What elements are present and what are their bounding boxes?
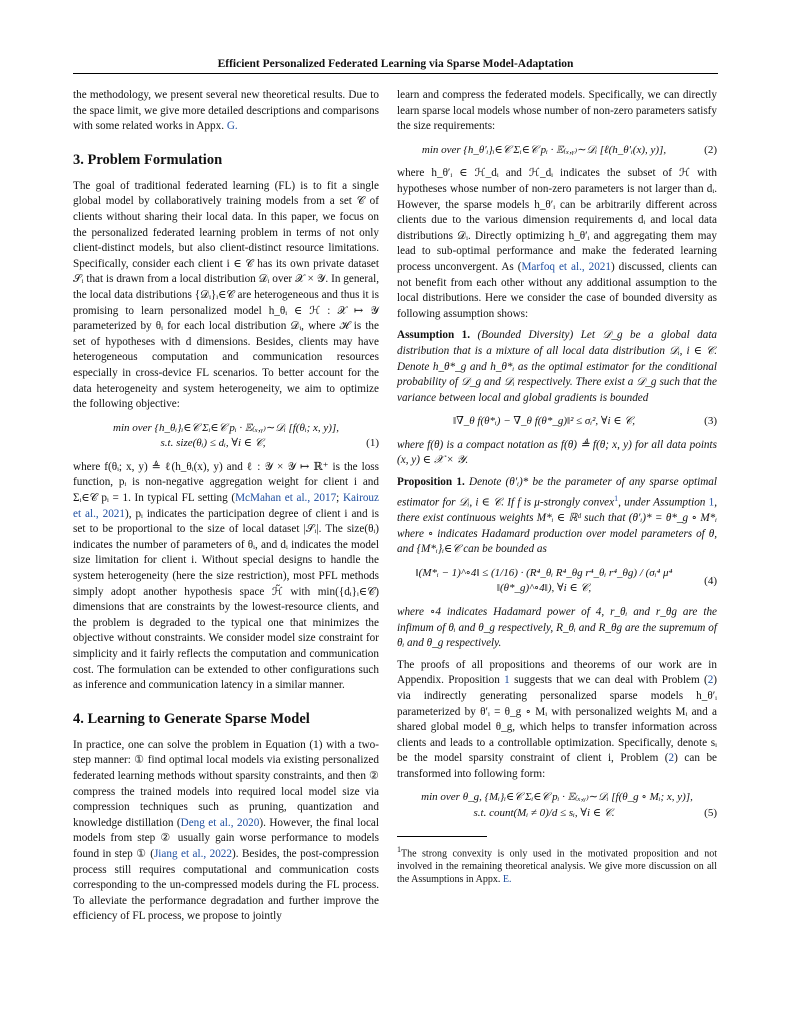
- right-column: [397, 88, 717, 886]
- cite-kairouz[interactable]: Kairouz et al., 2021: [73, 492, 379, 520]
- p3-text-b: suggests that we can deal with Problem (: [514, 674, 708, 687]
- prop-body-a: Denote (θ′ᵢ)* be the parameter of any sparse optimal estimator for 𝒟ᵢ, i ∈ 𝒞. If f is μ-strongly convex: [397, 476, 717, 509]
- eq5-line1: min over θ_g, {Mᵢ}ᵢ∈𝒞 Σᵢ∈𝒞 pᵢ · 𝔼₍ₓ,ᵧ₎∼𝒟ᵢ [f(θ_g ∘ Mᵢ; x, y)],: [421, 791, 693, 804]
- right-paragraph-3: [397, 658, 717, 783]
- left-column: [73, 88, 379, 925]
- section-4-heading: 4. Learning to Generate Sparse Model: [73, 710, 310, 727]
- after-eq1-text-b: ), pᵢ indicates the participation degree of client i and is set to be proportional to the size of local dataset |𝒮ᵢ|. The size(θᵢ) indicates the number of parameters of θᵢ, and dᵢ indicates the model size limitation for client i. Without special designs to handle the system heterogeneity (here the size restriction), most PFL methods simply adopt another hypothesis space ℋ̃ with min({dᵢ}ᵢ∈𝒞) dimensions that are constraints by the lowest-resource clients, and the problem is degraded to the typical one that minimizes the objective without constraints. We consider model size constraint for simplicity and it fairly reflects the computation and communication cost. The formulation can be extended to other configurations such as inference and communication latency in a similar manner.: [73, 507, 379, 692]
- p3-text-c: ) via indirectly generating personalized sparse models h_θ′ᵢ parameterized by θ′ᵢ = θ_g ∘ Mᵢ with personalized weights Mᵢ and a shared global model θ_g, which helps to transfer information across clients and leads to a controllable optimization. Specifically, denote sᵢ be the model sparsity constraint of client i, Problem (: [397, 674, 718, 765]
- assumption-1-link[interactable]: 1: [708, 496, 715, 509]
- header-rule: [73, 73, 718, 74]
- right-paragraph-1: learn and compress the federated models. Specifically, we can directly learn sparse local models whose number of non-zero parameters satisfy the size requirements:: [397, 89, 717, 133]
- eq3-body: ‖∇_θ f(θ*ᵢ) − ∇_θ f(θ*_g)‖² ≤ σᵢ², ∀i ∈ 𝒞,: [453, 415, 635, 428]
- appx-g-link[interactable]: G.: [226, 120, 238, 133]
- eq5-line2: s.t. count(Mᵢ ≠ 0)/d ≤ sᵢ, ∀i ∈ 𝒞.: [473, 807, 615, 820]
- cite-deng[interactable]: Deng et al., 2020: [180, 816, 260, 829]
- footnote-1-link[interactable]: 1: [614, 493, 619, 503]
- footnote-1: [397, 843, 717, 886]
- proposition-heading: Proposition 1.: [397, 476, 465, 489]
- sec4-text-b: ). However, the final local models from step ② usually gain worse performance to models found in step ① (: [73, 816, 379, 860]
- p3-text-d: ) can be transformed into following form:: [397, 752, 717, 780]
- eq5-number: (5): [704, 807, 717, 820]
- assumption-title: (Bounded Diversity): [477, 329, 574, 342]
- footnote-text: The strong convexity is only used in the motivated proposition and not involved in the remaining theoretical analysis. We give more discussion on all the Assumptions in Appx.: [397, 848, 717, 885]
- p3-text-a: The proofs of all propositions and theorems of our work are in Appendix. Proposition: [397, 658, 717, 687]
- equation-3: [397, 414, 717, 430]
- sec4-paragraph-1: [73, 738, 379, 925]
- footnote-mark: 1: [397, 844, 401, 854]
- intro-text: the methodology, we present several new theoretical results. Due to the space limit, we give more detailed descriptions and comparisons with some related works in Appx.: [73, 89, 379, 133]
- eq4-body: ‖(M*ᵢ − 1)^∘4‖ ≤ (1/16) · (R⁴_θᵢ R⁴_θg r⁴_θᵢ r⁴_θg) / (σᵢ⁴ μ⁴ ‖(θ*_g)^∘4‖), ∀i ∈ 𝒞,: [415, 566, 673, 595]
- right-paragraph-2: [397, 166, 717, 322]
- eq2-body: min over {h_θ′ᵢ}ᵢ∈𝒞 Σᵢ∈𝒞 pᵢ · 𝔼₍ₓ,ᵧ₎∼𝒟ᵢ [ℓ(h_θ′ᵢ(x), y)],: [421, 143, 667, 156]
- equation-4: [397, 566, 717, 597]
- cite-jiang[interactable]: Jiang et al., 2022: [153, 847, 232, 860]
- cite-marfoq[interactable]: Marfoq et al., 2021: [521, 260, 611, 273]
- eq1-line2: s.t. size(θᵢ) ≤ dᵢ, ∀i ∈ 𝒞,: [160, 437, 266, 450]
- eq2-link-a[interactable]: 2: [707, 674, 714, 687]
- assumption-heading: Assumption 1.: [397, 329, 471, 342]
- equation-5: [397, 790, 717, 821]
- intro-paragraph: [73, 88, 379, 135]
- eq4-number: (4): [704, 574, 717, 587]
- section-3-heading: 3. Problem Formulation: [73, 151, 223, 168]
- running-head: Efficient Personalized Federated Learning via Sparse Model-Adaptation: [217, 58, 574, 70]
- cite-separator: ;: [336, 492, 343, 505]
- sec3-paragraph-1: The goal of traditional federated learning (FL) is to fit a single global model by collaboratively training models from a set 𝒞 of clients without sharing their local data. In this paper, we focus on the personalized federated learning problem in terms of not only client-distinct models, but also client-distinct resource limitations. Specifically, consider each client i ∈ 𝒞 has its own private dataset 𝒮ᵢ that is drawn from a local distribution 𝒟ᵢ over 𝒳 × 𝒴. In general, the local data distributions {𝒟ᵢ}ᵢ∈𝒞 are heterogeneous and thus it is promising to learn personalized model h_θᵢ ∈ ℋ : 𝒳 ↦ 𝒴 parameterized by θᵢ for each local distribution 𝒟ᵢ, where ℋ is the set of hypotheses with d dimensions. Besides, clients may have heterogeneous computation and communication resources especially in cross-device FL scenarios. To better account for the data heterogeneity and system heterogeneity, we aim to optimize the following objective:: [73, 179, 379, 411]
- assumption-body: Let 𝒟_g be a global data distribution that is a mixture of all local data distribution 𝒟ᵢ, i ∈ 𝒞. Denote h_θ*_g and h_θ*ᵢ as the optimal estimator for the conditional probability of 𝒟_g and 𝒟ᵢ respectively. There exist a 𝒟_g such that the variance between local and global gradients is bounded: [397, 329, 718, 404]
- sec4-text-c: ). Besides, the post-compression process still requires computational and communication costs corresponding to the un-compressed models during the FL process. To alleviate the performance degradation and further improve the efficiency of FL process, we propose to jointly: [73, 847, 379, 923]
- proposition-1: [397, 475, 717, 558]
- footnote-rule: [397, 836, 487, 837]
- appx-e-link[interactable]: E.: [502, 874, 512, 885]
- sec4-text-a: In practice, one can solve the problem in Equation (1) with a two-step manner: ① find optimal local models via existing personalized federated learning methods without sparsity constraints, and then ② compress the trained models into required local model size via compression techniques such as pruning, quantization and knowledge distillation (: [73, 738, 379, 829]
- after-eq1-text-a: where f(θᵢ; x, y) ≜ ℓ(h_θᵢ(x), y) and ℓ : 𝒴 × 𝒴 ↦ ℝ⁺ is the loss function, pᵢ is non-negative aggregation weight for client i and Σᵢ∈𝒞 pᵢ = 1. In typical FL setting (: [73, 460, 379, 505]
- assumption-tail: where f(θ) is a compact notation as f(θ) ≜ f(θ; x, y) for all data points (x, y) ∈ 𝒳 × 𝒴.: [397, 438, 717, 467]
- equation-2: [397, 143, 717, 159]
- cite-mcmahan[interactable]: McMahan et al., 2017: [235, 492, 337, 505]
- assumption-1: [397, 328, 717, 406]
- after-eq1-paragraph: [73, 460, 379, 694]
- proposition-tail: where ∘4 indicates Hadamard power of 4, r_θᵢ and r_θg are the infimum of θᵢ and θ_g respectively, R_θᵢ and R_θg are the supremum of θᵢ and θ_g respectively.: [397, 605, 717, 650]
- equation-1: [73, 421, 379, 452]
- proposition-1-link[interactable]: 1: [504, 674, 510, 687]
- eq2-link-b[interactable]: 2: [668, 752, 675, 765]
- eq1-number: (1): [366, 437, 379, 450]
- eq1-line1: min over {h_θᵢ}ᵢ∈𝒞 Σᵢ∈𝒞 pᵢ · 𝔼₍ₓ,ᵧ₎∼𝒟ᵢ [f(θᵢ; x, y)],: [113, 421, 339, 434]
- p2-text-b: ) discussed, clients can not benefit from each other without any additional assumption to the local distributions. Here we consider the case of bounded diversity as following assumption shows:: [397, 260, 718, 320]
- p2-text-a: where h_θ′ᵢ ∈ ℋ_dᵢ and ℋ_dᵢ indicates the subset of ℋ with hypotheses whose number of non-zero parameters is not larger than dᵢ. However, the sparse models h_θ′ᵢ can be arbitrarily different across clients due to the various dimension requirements dᵢ and local data distributions 𝒟ᵢ. Directly optimizing h_θ′ᵢ and aggregating them may lead to sub-optimal performance and make the federated learning process unconvergent. As (: [397, 167, 717, 273]
- eq3-number: (3): [704, 415, 717, 428]
- prop-body-c: , there exist continuous weights M*ᵢ ∈ ℝᵈ such that (θ′ᵢ)* = θ*_g ∘ M*ᵢ where ∘ indicates Hadamard production over model parameters of θ, and {M*ᵢ}ᵢ∈𝒞 can be bounded as: [397, 496, 717, 556]
- eq2-number: (2): [704, 143, 717, 156]
- prop-body-b: , under Assumption: [618, 496, 706, 509]
